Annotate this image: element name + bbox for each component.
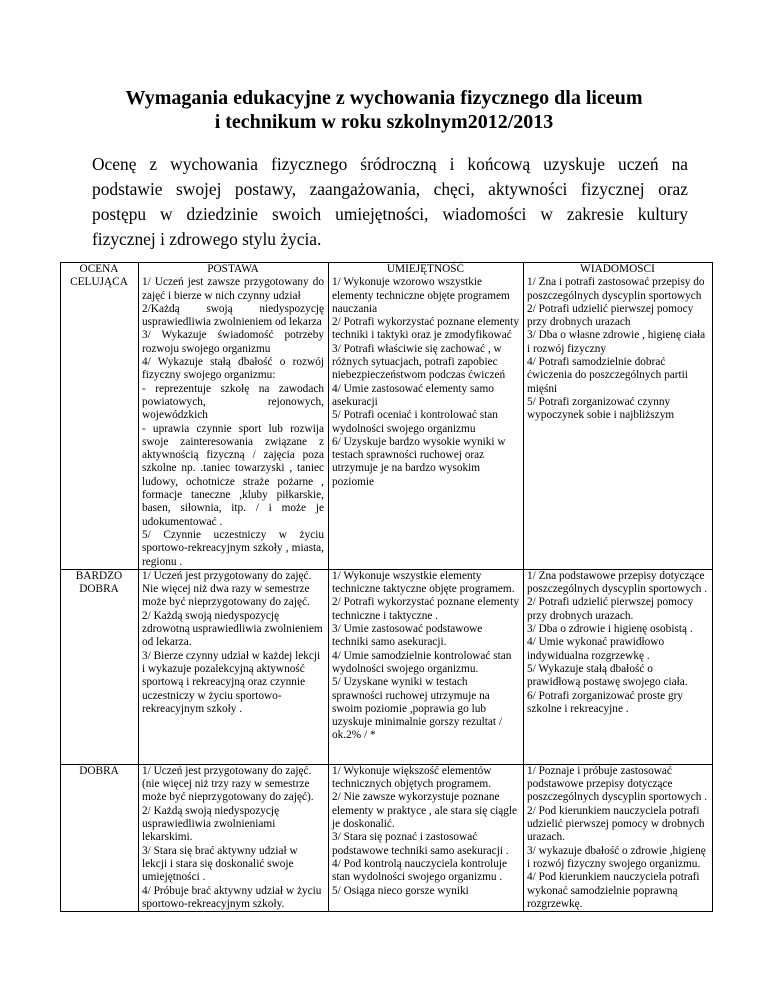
- title-line-1: Wymagania edukacyjne z wychowania fizycznego dla liceum: [125, 87, 643, 109]
- intro-line: fizycznej i zdrowego stylu życia.: [92, 229, 322, 249]
- table-row: [61, 569, 713, 764]
- grade-cell: [61, 263, 139, 570]
- table-row: [61, 764, 713, 911]
- document-title: [60, 86, 708, 134]
- wiadomosci-cell: [524, 569, 713, 764]
- grade-label: CELUJĄCA: [70, 276, 128, 289]
- intro-line: podstawie swojej postawy, zaangażowania, chęci, aktywności fizycznej oraz: [92, 179, 688, 199]
- grade-label: BARDZO DOBRA: [75, 569, 123, 596]
- grade-cell: [61, 764, 139, 911]
- umiejetnosc-cell: [329, 263, 524, 570]
- postawa-text: 1/ Uczeń jest przygotowany do zajęć. Nie więcej niż dwa razy w semestrze może być nieprzygotowany do zajęć. 2/ Każdą swoją niedyspozycję zdrowotną usprawiedliwia zwolnieniem od lekarza. 3/ Bierze czynny udział w każdej lekcji i wykazuje pozalekcyjną aktywność sportową i rekreacyjną oraz czynnie uczestniczy w życiu sportowo-rekreacyjnym szkoły .: [142, 569, 323, 715]
- umiejetnosc-cell: [329, 569, 524, 764]
- table-row: [61, 263, 713, 570]
- requirements-table: [60, 262, 713, 912]
- intro-paragraph: [92, 152, 688, 252]
- postawa-cell: [139, 263, 329, 570]
- umiejetnosc-text: 1/ Wykonuje wszystkie elementy techniczne taktyczne objęte programem. 2/ Potrafi wykorzystać poznane elementy techniczne i taktyczne . 3/ Umie zastosować podstawowe techniki samo asekuracji. 4/ Umie samodzielnie kontrolować stan wydolności swojego organizmu. 5/ Uzyskane wyniki w testach sprawności ruchowej utrzymuje na swoim poziomie ,poprawia go lub uzyskuje minimalnie gorszy rezultat / ok.2% / *: [332, 569, 519, 742]
- header-wiadomosci: WIADOMOŚCI: [580, 263, 655, 275]
- grade-cell: [61, 569, 139, 764]
- postawa-text: 1/ Uczeń jest przygotowany do zajęć. (nie więcej niż trzy razy w semestrze może być nieprzygotowany do zajęć). 2/ Każdą swoją niedyspozycję usprawiedliwia zwolnieniami lekarskimi. 3/ Stara się brać aktywny udział w lekcji i stara się doskonalić swoje umiejętności . 4/ Próbuje brać aktywny udział w życiu sportowo-rekreacyjnym szkoły.: [142, 764, 322, 910]
- wiadomosci-text: 1/ Poznaje i próbuje zastosować podstawowe przepisy dotyczące poszczególnych dyscyplin sportowych . 2/ Pod kierunkiem nauczyciela potrafi udzielić pierwszej pomocy w drobnych urazach. 3/ wykazuje dbałość o zdrowie ,higienę i rozwój fizyczny swojego organizmu. 4/ Pod kierunkiem nauczyciela potrafi wykonać samodzielnie poprawną rozgrzewkę.: [527, 764, 708, 910]
- header-umiejetnosc: UMIEJĘTNOŚĆ: [386, 263, 465, 275]
- title-line-2: i technikum w roku szkolnym2012/2013: [214, 111, 554, 133]
- umiejetnosc-text: 1/ Wykonuje większość elementów technicznych objętych programem. 2/ Nie zawsze wykorzystuje poznane elementy w praktyce , ale stara się ciągle je doskonalić. 3/ Stara się poznać i zastosować podstawowe techniki samo asekuracji . 4/ Pod kontrolą nauczyciela kontroluje stan wydolności swojego organizmu . 5/ Osiąga nieco gorsze wyniki: [332, 764, 518, 897]
- wiadomosci-text: 1/ Zna podstawowe przepisy dotyczące poszczególnych dyscyplin sportowych . 2/ Potrafi udzielić pierwszej pomocy przy drobnych urazach. 3/ Dba o zdrowie i higienę osobistą . 4/ Umie wykonać prawidłowo indywidualna rozgrzewkę . 5/ Wykazuje stałą dbałość o prawidłową postawę swojego ciała. 6/ Potrafi zorganizować proste gry szkolne i rekreacyjne .: [527, 569, 708, 715]
- umiejetnosc-cell: [329, 764, 524, 911]
- postawa-text: 1/ Uczeń jest zawsze przygotowany do zajęć i bierze w nich czynny udział 2/Każdą swoją niedyspozycję usprawiedliwia zwolnieniem od lekarza 3/ Wykazuje świadomość potrzeby rozwoju swojego organizmu 4/ Wykazuje stałą dbałość o rozwój fizyczny swojego organizmu: - reprezentuje szkołę na zawodach powiatowych, rejonowych, wojewódzkich - uprawia czynnie sport lub rozwija swoje zainteresowania związane z aktywnością fizyczną / zajęcia poza szkolne np. .taniec towarzyski , taniec ludowy, ochotnicze straże pożarne , formacje taneczne ,kluby piłkarskie, basen, siłownia, itp. / i może je udokumentować . 5/ Czynnie uczestniczy w życiu sportowo-rekreacyjnym szkoły , miasta, regionu .: [142, 276, 324, 568]
- grade-label: DOBRA: [79, 764, 119, 777]
- postawa-cell: [139, 569, 329, 764]
- header-postawa: POSTAWA: [207, 263, 259, 275]
- wiadomosci-cell: [524, 263, 713, 570]
- wiadomosci-cell: [524, 764, 713, 911]
- postawa-cell: [139, 764, 329, 911]
- header-grade: OCENA: [79, 263, 119, 275]
- intro-line: Ocenę z wychowania fizycznego śródroczną i końcową uzyskuje uczeń na: [92, 154, 688, 174]
- umiejetnosc-text: 1/ Wykonuje wzorowo wszystkie elementy techniczne objęte programem nauczania 2/ Potrafi wykorzystać poznane elementy techniki i taktyki oraz je zmodyfikować 3/ Potrafi właściwie się zachować , w różnych sytuacjach, potrafi zapobiec niebezpieczeństwom podczas ćwiczeń 4/ Umie zastosować elementy samo asekuracji 5/ Potrafi oceniać i kontrolować stan wydolności swojego organizmu 6/ Uzyskuje bardzo wysokie wyniki w testach sprawności ruchowej oraz utrzymuje je na bardzo wysokim poziomie: [332, 276, 519, 488]
- wiadomosci-text: 1/ Zna i potrafi zastosować przepisy do poszczególnych dyscyplin sportowych 2/ Potrafi udzielić pierwszej pomocy przy drobnych urazach 3/ Dba o własne zdrowie , higienę ciała i rozwój fizyczny 4/ Potrafi samodzielnie dobrać ćwiczenia do poszczególnych partii mięśni 5/ Potrafi zorganizować czynny wypoczynek sobie i najbliższym: [527, 276, 706, 422]
- intro-line: postępu w dziedzinie swoich umiejętności, wiadomości w zakresie kultury: [92, 204, 688, 224]
